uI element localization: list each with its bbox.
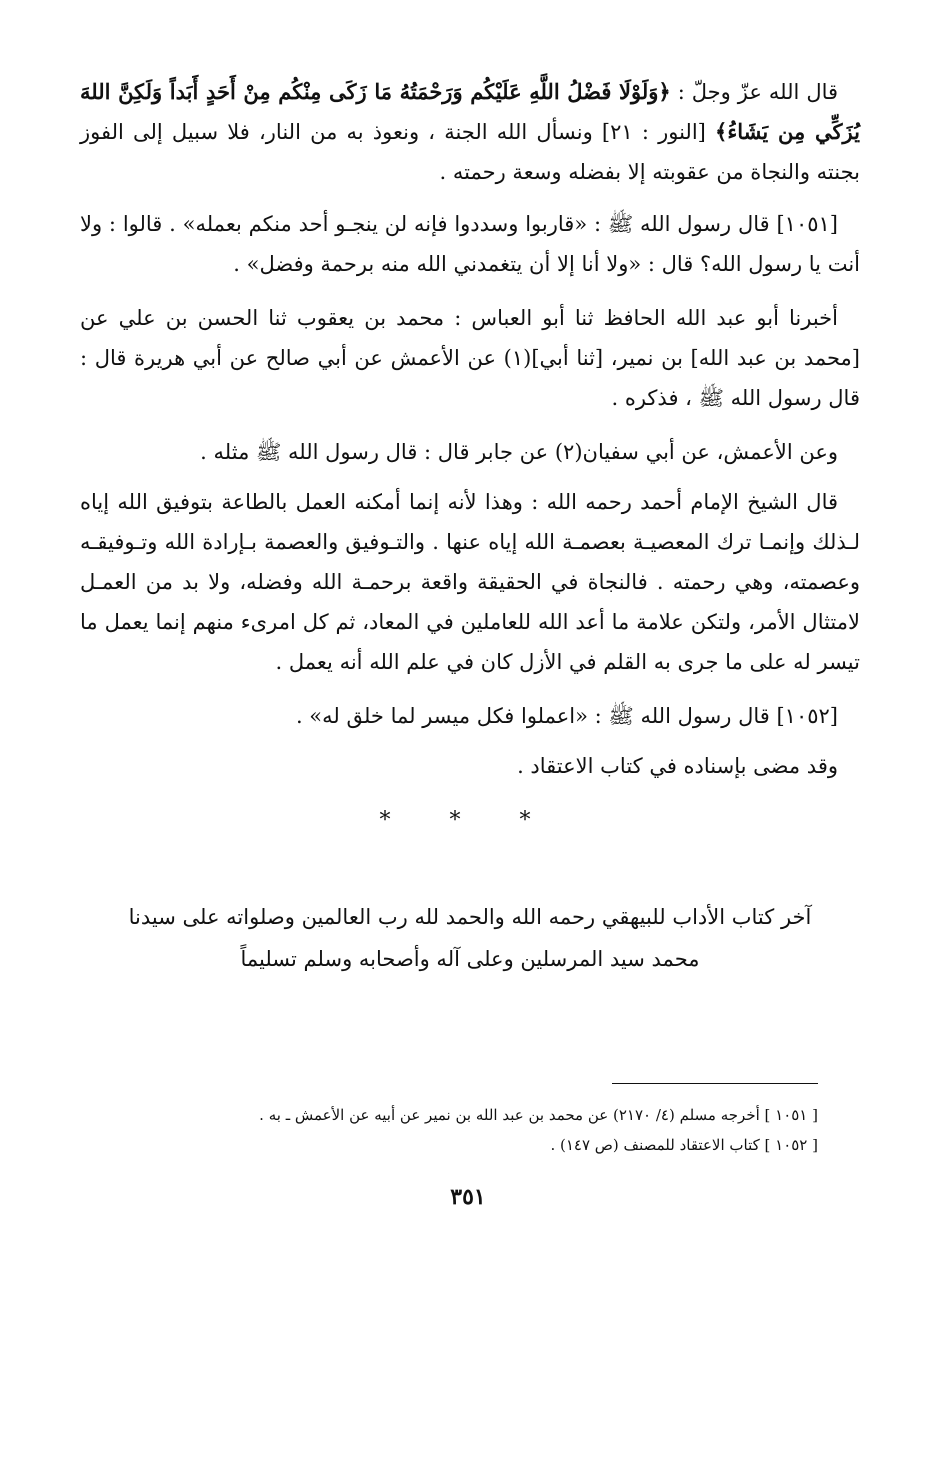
isnad-block xyxy=(80,298,860,418)
quran-verse: ﴿وَلَوْلَا فَضْلُ اللَّهِ عَلَيْكُم وَرَحْمَتُهُ مَا زَكَى مِنْكُم مِنْ أَحَدٍ أَبَداً وَلَكِنَّ اللهَ يُزَكِّي مِن يَشَاءُ﴾ xyxy=(80,79,860,144)
footnote-1052: [ ١٠٥٢ ] كتاب الاعتقاد للمصنف (ص ١٤٧) . xyxy=(550,1136,818,1154)
jabir-block xyxy=(80,432,860,472)
hadith-1052-block xyxy=(80,696,860,736)
paragraph-jabir: وعن الأعمش، عن أبي سفيان(٢) عن جابر قال : قال رسول الله ﷺ مثله . xyxy=(200,440,838,464)
paragraph-imam-commentary: قال الشيخ الإمام أحمد رحمه الله : وهذا لأنه إنما أمكنه العمل بالطاعة بتوفيق الله إياه لـذلك وإنمـا ترك المعصيـة بعصمـة الله إياه عنها . والتـوفيق والعصمة بـإرادة الله وتـوفيقـه وعصمته، وهي رحمته . فالنجاة في الحقيقة واقعة برحمـة الله وفضله، ولا بد من العمـل لامتثال الأمر، ولتكن علامة ما أعد الله للعاملين في المعاد، ثم كل امرىء منهم إنما يعمل ما تيسر له على ما جرى به القلم في الأزل كان في علم الله أنه يعمل . xyxy=(80,490,860,674)
footnote-divider xyxy=(612,1083,818,1084)
main-text xyxy=(80,72,860,192)
paragraph-hadith-1051: [١٠٥١] قال رسول الله ﷺ : «قاربوا وسددوا فإنه لن ينجـو أحد منكم بعمله» . قالوا : ولا أنت يا رسول الله؟ قال : «ولا أنا إلا أن يتغمدني الله منه برحمة وفضل» . xyxy=(80,212,860,276)
footnotes xyxy=(80,1100,818,1160)
closing-line-1: آخر كتاب الأداب للبيهقي رحمه الله والحمد لله رب العالمين وصلواته على سيدنا xyxy=(128,905,812,929)
paragraph-isnad: أخبرنا أبو عبد الله الحافظ ثنا أبو العباس : محمد بن يعقوب ثنا الحسن بن علي عن [محمد بن عبد الله] بن نمير، [ثنا أبي](١) عن الأعمش عن أبي صالح عن أبي هريرة قال : قال رسول الله ﷺ ، فذكره . xyxy=(80,306,860,410)
paragraph-quran-verse xyxy=(80,72,860,192)
footnote-1051: [ ١٠٥١ ] أخرجه مسلم (٤/ ٢١٧٠) عن محمد بن عبد الله بن نمير عن أبيه عن الأعمش ـ به . xyxy=(259,1106,818,1124)
closing-colophon xyxy=(80,896,860,980)
verse-commentary: [النور : ٢١] ونسأل الله الجنة ، ونعوذ به من النار، فلا سبيل إلى الفوز بجنته والنجاة من عقوبته إلا بفضله وسعة رحمته . xyxy=(80,120,860,184)
imam-commentary-block xyxy=(80,482,860,682)
paragraph-hadith-1052: [١٠٥٢] قال رسول الله ﷺ : «اعملوا فكل ميسر لما خلق له» . xyxy=(295,704,838,728)
page-number: ٣٥١ xyxy=(450,1184,486,1210)
verse-intro: قال الله عزّ وجلّ : xyxy=(670,80,839,104)
reference-block xyxy=(80,746,860,786)
section-separator: * * * xyxy=(379,808,557,833)
paragraph-reference: وقد مضى بإسناده في كتاب الاعتقاد . xyxy=(517,754,838,778)
hadith-1051-block xyxy=(80,204,860,284)
closing-line-2: محمد سيد المرسلين وعلى آله وأصحابه وسلم تسليماً xyxy=(240,947,700,971)
